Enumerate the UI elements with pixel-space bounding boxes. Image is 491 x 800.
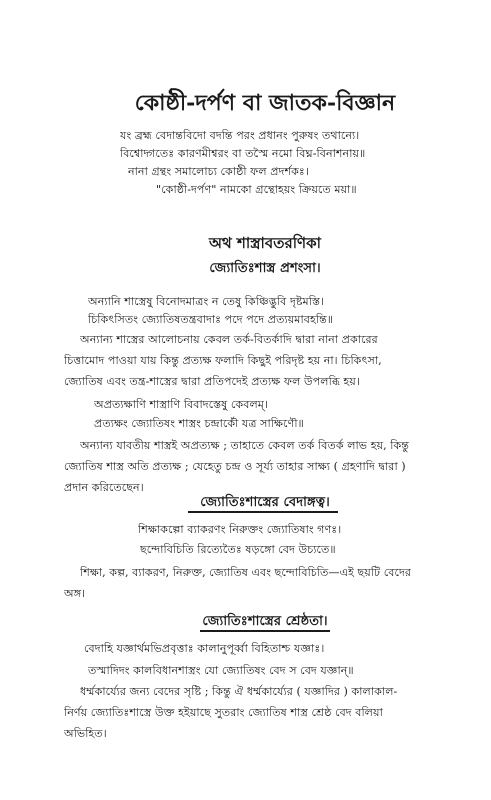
sanskrit-verse-line: অপ্রত্যক্ষাণি শাস্ত্রাণি বিবাদস্তেষু কেবলম্।	[94, 398, 269, 411]
body-text-line: শিক্ষা, কল্প, ব্যাকরণ, নিরুক্ত, জ্যোতিষ এবং ছন্দোবিচিতি—এই ছয়টি বেদের	[80, 566, 411, 579]
intro-verse-line: "কোষ্ঠী-দর্পণ" নামকো গ্রন্থোহয়ং ক্রিয়তে ময়া॥	[156, 183, 357, 196]
section-heading: অথ শাস্ত্রাবতরণিকা	[209, 234, 321, 252]
intro-verse-line: যং ব্রহ্ম বেদান্তবিদো বদন্তি পরং প্রধানং পুরুষং তথান্যে।	[120, 129, 360, 142]
sanskrit-verse-line: চিকিৎসিতং জ্যোতিষতন্ত্রবাদাঃ পদে পদে প্রত্যয়মাবহন্তি॥	[88, 313, 334, 326]
body-text-line: ধর্ম্মকার্য্যের জন্য বেদের সৃষ্টি ; কিন্তু ঐ ধর্ম্মকার্য্যের ( যজ্ঞাদির ) কালাকাল-	[80, 685, 398, 698]
body-text-line: নির্ণয় জ্যোতিঃশাস্ত্রে উক্ত হইয়াছে সুতরাং জ্যোতিষ শাস্ত্র শ্রেষ্ঠ বেদ বলিয়া	[64, 706, 383, 719]
body-text-line: জ্যোতিষ শাস্ত্র অতি প্রত্যক্ষ ; যেহেতু চন্দ্র ও সূর্য্য তাহার সাক্ষ্য ( গ্রহণাদি দ্বারা )	[64, 460, 406, 473]
body-text-line: অঙ্গ।	[64, 587, 86, 600]
sanskrit-verse-line: শিক্ষাকল্পো ব্যাকরণং নিরুক্তং জ্যোতিষাং গণঃ।	[138, 523, 342, 536]
body-text-line: অন্যান্য যাবতীয় শাস্ত্রই অপ্রত্যক্ষ ; তাহাতে কেবল তর্ক বিতর্ক লাভ হয়, কিন্তু	[80, 439, 410, 452]
intro-verse-line: নানা গ্রন্থং সমালোচ্য কোষ্ঠী ফল প্রদর্শকঃ।	[128, 165, 309, 178]
subheading-shreshthata: জ্যোতিঃশাস্ত্রের শ্রেষ্ঠতা।	[202, 614, 328, 629]
body-text-line: চিত্তামোদ পাওয়া যায় কিন্তু প্রত্যক্ষ ফলাদি কিছুই পরিদৃষ্ট হয় না। চিকিৎসা,	[64, 354, 382, 367]
intro-verse-line: বিশ্বোদ্গতেঃ কারণমীশ্বরং বা তস্মৈ নমো বিঘ্ন-বিনাশনায়॥	[120, 147, 366, 160]
body-text-line: অন্যান্য শাস্ত্রের আলোচনায় কেবল তর্ক-বিতর্কাদি দ্বারা নানা প্রকারের	[80, 333, 378, 346]
subheading-underline	[200, 630, 330, 632]
sanskrit-verse-line: অন্যানি শাস্ত্রেষু বিনোদমাত্রং ন তেষু কিঞ্চিদ্ভুবি দৃষ্টমস্তি।	[88, 295, 324, 308]
body-text-line: জ্যোতিষ এবং তন্ত্র-শাস্ত্রের দ্বারা প্রতিপদেই প্রত্যক্ষ ফল উপলব্ধি হয়।	[64, 375, 360, 388]
sanskrit-verse-line: তস্মাদিদং কালবিধানশাস্ত্রং যো জ্যোতিষং বেদ স বেদ যজ্ঞান্॥	[88, 664, 354, 677]
sanskrit-verse-line: ছন্দোবিচিতি রিত্যেতৈঃ ষড়ঙ্গো বেদ উচ্যতে॥	[140, 543, 336, 556]
body-text-line: অভিহিত।	[64, 727, 107, 740]
body-text-line: প্রদান করিতেছেন।	[64, 481, 144, 494]
page-title: কোষ্ঠী-দর্পণ বা জাতক-বিজ্ঞান	[134, 90, 396, 116]
subheading-vedangatva: জ্যোতিঃশাস্ত্রের বেদাঙ্গত্ব।	[200, 495, 330, 510]
sanskrit-verse-line: বেদাহি যজ্ঞার্থমভিপ্রবৃত্তাঃ কালানুপূর্ব্বা বিহিতাশ্চ যজ্ঞাঃ।	[84, 642, 325, 655]
sanskrit-verse-line: প্রত্যক্ষং জ্যোতিষং শাস্ত্রং চন্দ্রার্কৌ যত্র সাক্ষিণৌ॥	[94, 417, 304, 430]
subheading-underline	[188, 511, 338, 513]
subheading-jyotish-prashansa: জ্যোতিঃশাস্ত্র প্রশংসা।	[209, 261, 321, 276]
